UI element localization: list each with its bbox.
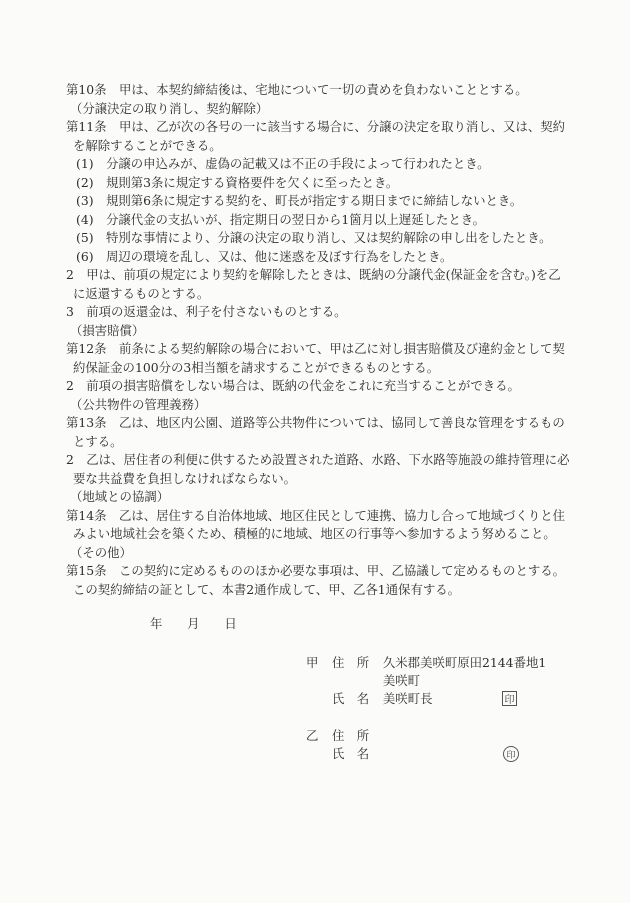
- document-line: （損害賠償）: [70, 322, 145, 338]
- kou-address-row2: [306, 672, 546, 690]
- document-line: とする。: [73, 433, 123, 449]
- document-line: (4) 分譲代金の支払いが、指定期日の翌日から1箇月以上遅延したとき。: [76, 211, 486, 227]
- kou-seal-stamp-icon: 印: [502, 691, 517, 706]
- document-line: この契約締結の証として、本書2通作成して、甲、乙各1通保有する。: [73, 581, 460, 597]
- document-line: 第14条 乙は、居住する自治体地域、地区住民として連携、協力し合って地域づくりと住: [66, 507, 566, 523]
- document-line: 2 甲は、前項の規定により契約を解除したときは、既納の分譲代金(保証金を含む。)を乙: [66, 267, 561, 282]
- document-line: 2 乙は、居住者の利便に供するため設置された道路、水路、下水路等施設の維持管理に必: [66, 452, 570, 467]
- document-line: (3) 規則第6条に規定する契約を、町長が指定する期日までに締結しないとき。: [76, 193, 523, 208]
- kou-address-line2: 美咲町: [382, 673, 421, 689]
- kou-party-label: 甲: [306, 655, 319, 670]
- document-line: 第11条 甲は、乙が次の各号の一に該当する場合に、分譲の決定を取り消し、又は、契約: [66, 119, 566, 134]
- document-line: 要な共益費を負担しなければならない。: [73, 470, 297, 486]
- document-line: 第13条 乙は、地区内公園、道路等公共物件については、協同して善良な管理をするもの: [66, 415, 565, 430]
- otsu-seal-stamp-icon: 印: [503, 746, 519, 762]
- contract-date-line: 年 月 日: [150, 616, 237, 631]
- document-line: 第10条 甲は、本契約締結後は、宅地について一切の責めを負わないこととする。: [66, 82, 528, 97]
- document-line: （地域との協調）: [70, 489, 170, 504]
- document-line: （分譲決定の取り消し、契約解除）: [70, 100, 269, 116]
- document-line: （公共物件の管理義務）: [70, 396, 207, 412]
- kou-address-line1: 久米郡美咲町原田2144番地1: [382, 655, 547, 670]
- document-line: (2) 規則第3条に規定する資格要件を欠くに至ったとき。: [76, 174, 399, 190]
- document-line: 2 前項の損害賠償をしない場合は、既納の代金をこれに充当することができる。: [66, 378, 520, 393]
- otsu-name-label: 氏 名: [331, 745, 370, 761]
- document-line: (6) 周辺の環境を乱し、又は、他に迷惑を及ぼす行為をしたとき。: [76, 248, 453, 264]
- document-line: (5) 特別な事情により、分譲の決定の取り消し、又は契約解除の申し出をしたとき。: [76, 230, 552, 245]
- document-line: を解除することができる。: [73, 137, 222, 153]
- kou-name-label: 氏 名: [331, 691, 370, 707]
- document-body: [66, 81, 578, 599]
- document-line: に返還するものとする。: [73, 285, 210, 301]
- spacer-row: [306, 709, 546, 727]
- kou-name-value: 美咲町長: [382, 691, 433, 707]
- document-line: みよい地域社会を築くため、積極的に地域、地区の行事等へ参加するよう努めること。: [73, 526, 556, 541]
- document-line: 第12条 前条による契約解除の場合において、甲は乙に対し損害賠償及び違約金として契: [66, 341, 565, 356]
- document-line: 約保証金の100分の3相当額を請求することができるものとする。: [73, 359, 440, 375]
- document-line: (1) 分譲の申込みが、虚偽の記載又は不正の手段によって行われたとき。: [76, 156, 490, 171]
- kou-address-row: [306, 654, 546, 672]
- document-line: （その他）: [70, 544, 132, 560]
- otsu-party-label: 乙: [306, 727, 319, 743]
- document-line: 3 前項の返還金は、利子を付さないものとする。: [66, 304, 347, 319]
- otsu-address-label: 住 所: [331, 727, 370, 743]
- otsu-address-row: [306, 727, 546, 745]
- kou-address-label: 住 所: [331, 655, 370, 670]
- document-line: 第15条 この契約に定めるもののほか必要な事項は、甲、乙協議して定めるものとする。: [66, 563, 566, 578]
